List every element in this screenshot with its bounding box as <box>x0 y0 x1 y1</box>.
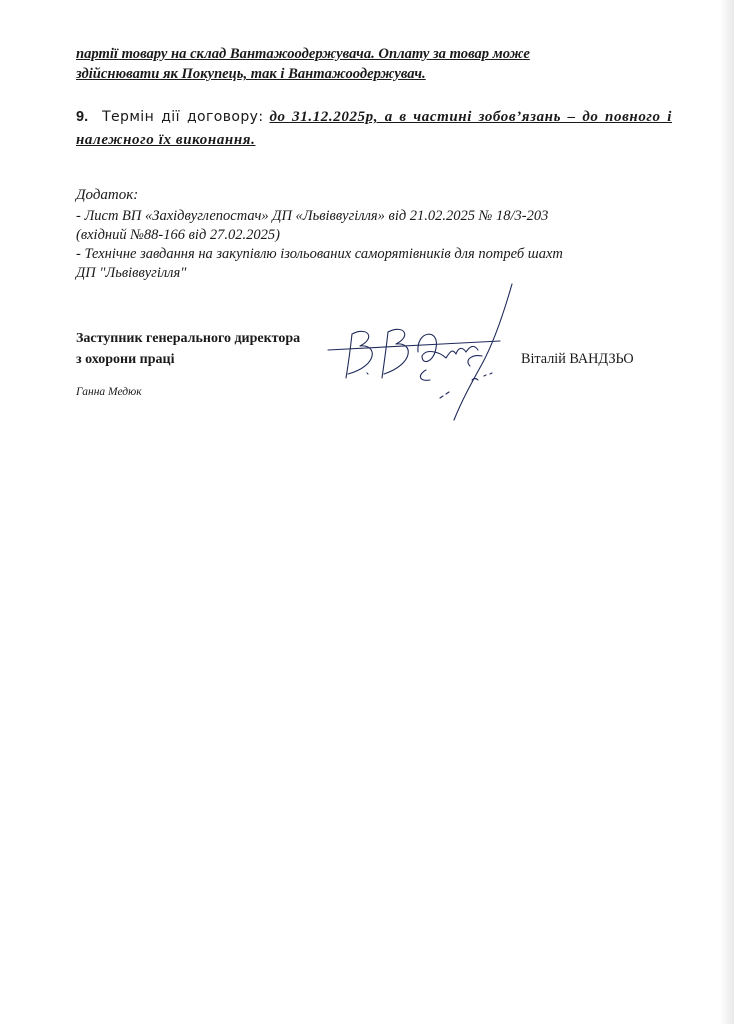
clause-value: до 31.12.2025р, а в частині зобов’язань – до повного і належного їх виконання. <box>76 109 673 148</box>
annex-item-1-continuation: (вхідний №88-166 від 27.02.2025) <box>76 227 280 243</box>
clause-number: 9. <box>76 109 89 125</box>
intro-paragraph <box>76 44 672 84</box>
scan-edge-shadow <box>720 0 734 1024</box>
handwritten-signature <box>322 282 522 424</box>
signer-name: Віталій ВАНДЗЬО <box>521 351 634 367</box>
intro-line-2: здійснювати як Покупець, так і Вантажоодержувач. <box>76 66 426 82</box>
clause-label: Термін дії договору: <box>102 109 264 125</box>
annex-section <box>76 186 672 283</box>
position-line-2: з охорони праці <box>76 352 175 367</box>
position-line-1: Заступник генерального директора <box>76 331 301 346</box>
signatory-position <box>76 328 300 370</box>
annex-title: Додаток: <box>76 187 139 203</box>
annex-item-2: - Технічне завдання на закупівлю ізольованих саморятівників для потреб шахт <box>76 246 563 262</box>
executor-name: Ганна Медюк <box>76 386 142 398</box>
intro-line-1: партії товару на склад Вантажоодержувача. Оплату за товар може <box>76 46 530 62</box>
annex-item-2-continuation: ДП "Львіввугілля" <box>76 265 187 281</box>
annex-item-1: - Лист ВП «Західвуглепостач» ДП «Львіввугілля» від 21.02.2025 № 18/3-203 <box>76 208 549 224</box>
contract-term-clause <box>76 106 672 152</box>
